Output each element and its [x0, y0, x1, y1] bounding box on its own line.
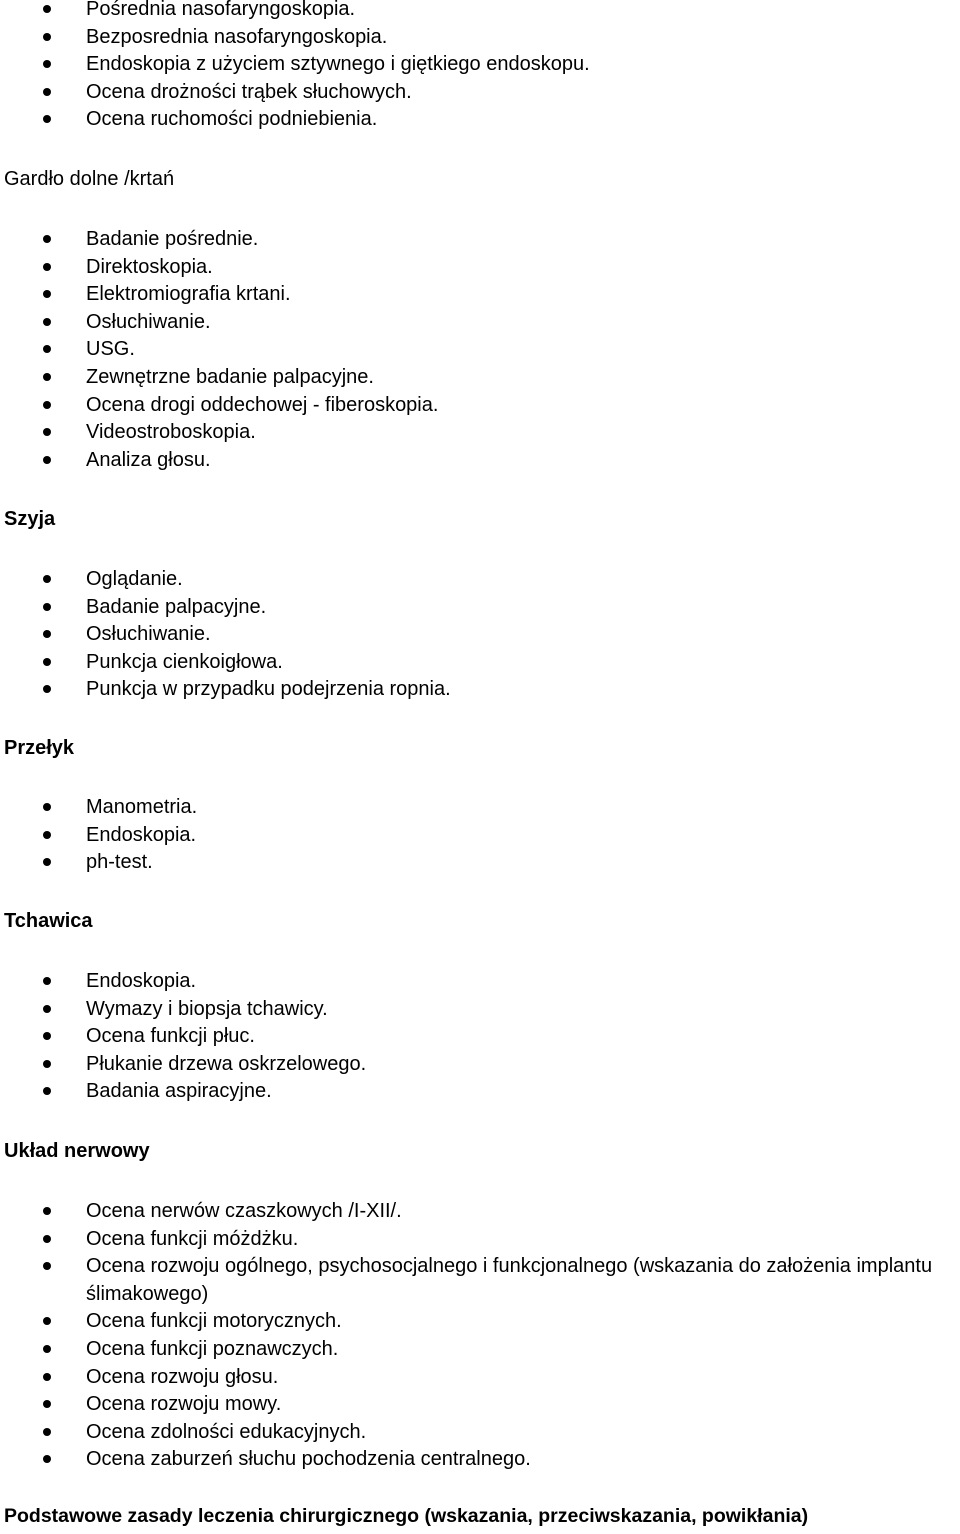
- section-heading-esophagus: Przełyk: [4, 737, 75, 759]
- bullet-icon: [43, 115, 51, 123]
- bullet-icon: [43, 1400, 51, 1408]
- list-neck: [0, 566, 960, 704]
- list-item: Endoskopia.: [0, 968, 960, 996]
- bullet-icon: [43, 263, 51, 271]
- bullet-icon: [43, 60, 51, 68]
- list-item: Ocena drogi oddechowej - fiberoskopia.: [0, 392, 960, 420]
- list-item: Punkcja cienkoigłowa.: [0, 649, 960, 677]
- bullet-icon: [43, 1060, 51, 1068]
- bullet-icon: [43, 1317, 51, 1325]
- bullet-icon: [43, 33, 51, 41]
- bullet-icon: [43, 345, 51, 353]
- list-item: Ocena funkcji motorycznych.: [0, 1308, 960, 1336]
- list-item: Direktoskopia.: [0, 254, 960, 282]
- bullet-icon: [43, 1032, 51, 1040]
- list-item: Ocena rozwoju mowy.: [0, 1391, 960, 1419]
- list-item: Ocena rozwoju ogólnego, psychosocjalnego i funkcjonalnego (wskazania do założenia implantu ślimakowego): [0, 1253, 960, 1308]
- bullet-icon: [43, 977, 51, 985]
- list-item: Badanie palpacyjne.: [0, 594, 960, 622]
- section-heading-nervous-system: Układ nerwowy: [4, 1140, 150, 1162]
- bullet-icon: [43, 5, 51, 13]
- bullet-icon: [43, 803, 51, 811]
- bullet-icon: [43, 1428, 51, 1436]
- list-item: Badania aspiracyjne.: [0, 1078, 960, 1106]
- list-item: Ocena nerwów czaszkowych /I-XII/.: [0, 1198, 960, 1226]
- list-item: Oglądanie.: [0, 566, 960, 594]
- bullet-icon: [43, 858, 51, 866]
- list-item: ph-test.: [0, 849, 960, 877]
- bullet-icon: [43, 685, 51, 693]
- list-trachea: [0, 968, 960, 1106]
- list-item: Wymazy i biopsja tchawicy.: [0, 996, 960, 1024]
- bullet-icon: [43, 456, 51, 464]
- list-item: Ocena funkcji płuc.: [0, 1023, 960, 1051]
- list-nervous-system: [0, 1198, 960, 1474]
- bullet-icon: [43, 1345, 51, 1353]
- bullet-icon: [43, 1455, 51, 1463]
- list-item: Osłuchiwanie.: [0, 309, 960, 337]
- bullet-icon: [43, 318, 51, 326]
- list-item: Endoskopia z użyciem sztywnego i giętkiego endoskopu.: [0, 51, 960, 79]
- section-heading-neck: Szyja: [4, 508, 56, 530]
- bullet-icon: [43, 831, 51, 839]
- list-item: Ocena rozwoju głosu.: [0, 1364, 960, 1392]
- list-item: Analiza głosu.: [0, 447, 960, 475]
- bullet-icon: [43, 1373, 51, 1381]
- list-item: Płukanie drzewa oskrzelowego.: [0, 1051, 960, 1079]
- bullet-icon: [43, 630, 51, 638]
- list-esophagus: [0, 794, 960, 877]
- chapter-heading-surgical-treatment: Podstawowe zasady leczenia chirurgicznego (wskazania, przeciwskazania, powikłania): [4, 1505, 809, 1527]
- list-item: Elektromiografia krtani.: [0, 281, 960, 309]
- bullet-icon: [43, 290, 51, 298]
- list-lower-throat: [0, 226, 960, 474]
- bullet-icon: [43, 575, 51, 583]
- list-item: Ocena zaburzeń słuchu pochodzenia centralnego.: [0, 1446, 960, 1474]
- list-item: Ocena funkcji móżdżku.: [0, 1226, 960, 1254]
- bullet-icon: [43, 401, 51, 409]
- list-item: USG.: [0, 336, 960, 364]
- bullet-icon: [43, 1005, 51, 1013]
- bullet-icon: [43, 658, 51, 666]
- list-item: Manometria.: [0, 794, 960, 822]
- list-item: Bezposrednia nasofaryngoskopia.: [0, 24, 960, 52]
- bullet-icon: [43, 1262, 51, 1270]
- list-item: Badanie pośrednie.: [0, 226, 960, 254]
- bullet-icon: [43, 1087, 51, 1095]
- list-item: Ocena drożności trąbek słuchowych.: [0, 79, 960, 107]
- section-heading-lower-throat: Gardło dolne /krtań: [4, 168, 175, 190]
- list-item: Zewnętrzne badanie palpacyjne.: [0, 364, 960, 392]
- bullet-icon: [43, 373, 51, 381]
- list-item: Ocena funkcji poznawczych.: [0, 1336, 960, 1364]
- bullet-icon: [43, 1235, 51, 1243]
- list-item: Videostroboskopia.: [0, 419, 960, 447]
- bullet-icon: [43, 235, 51, 243]
- list-item: Pośrednia nasofaryngoskopia.: [0, 0, 960, 24]
- bullet-icon: [43, 88, 51, 96]
- list-item: Endoskopia.: [0, 822, 960, 850]
- bullet-icon: [43, 603, 51, 611]
- list-item: Ocena ruchomości podniebienia.: [0, 106, 960, 134]
- list-item: Osłuchiwanie.: [0, 621, 960, 649]
- bullet-icon: [43, 428, 51, 436]
- list-item: Punkcja w przypadku podejrzenia ropnia.: [0, 676, 960, 704]
- section-heading-trachea: Tchawica: [4, 910, 93, 932]
- list-item: Ocena zdolności edukacyjnych.: [0, 1419, 960, 1447]
- list-nasopharynx: [0, 0, 960, 134]
- bullet-icon: [43, 1207, 51, 1215]
